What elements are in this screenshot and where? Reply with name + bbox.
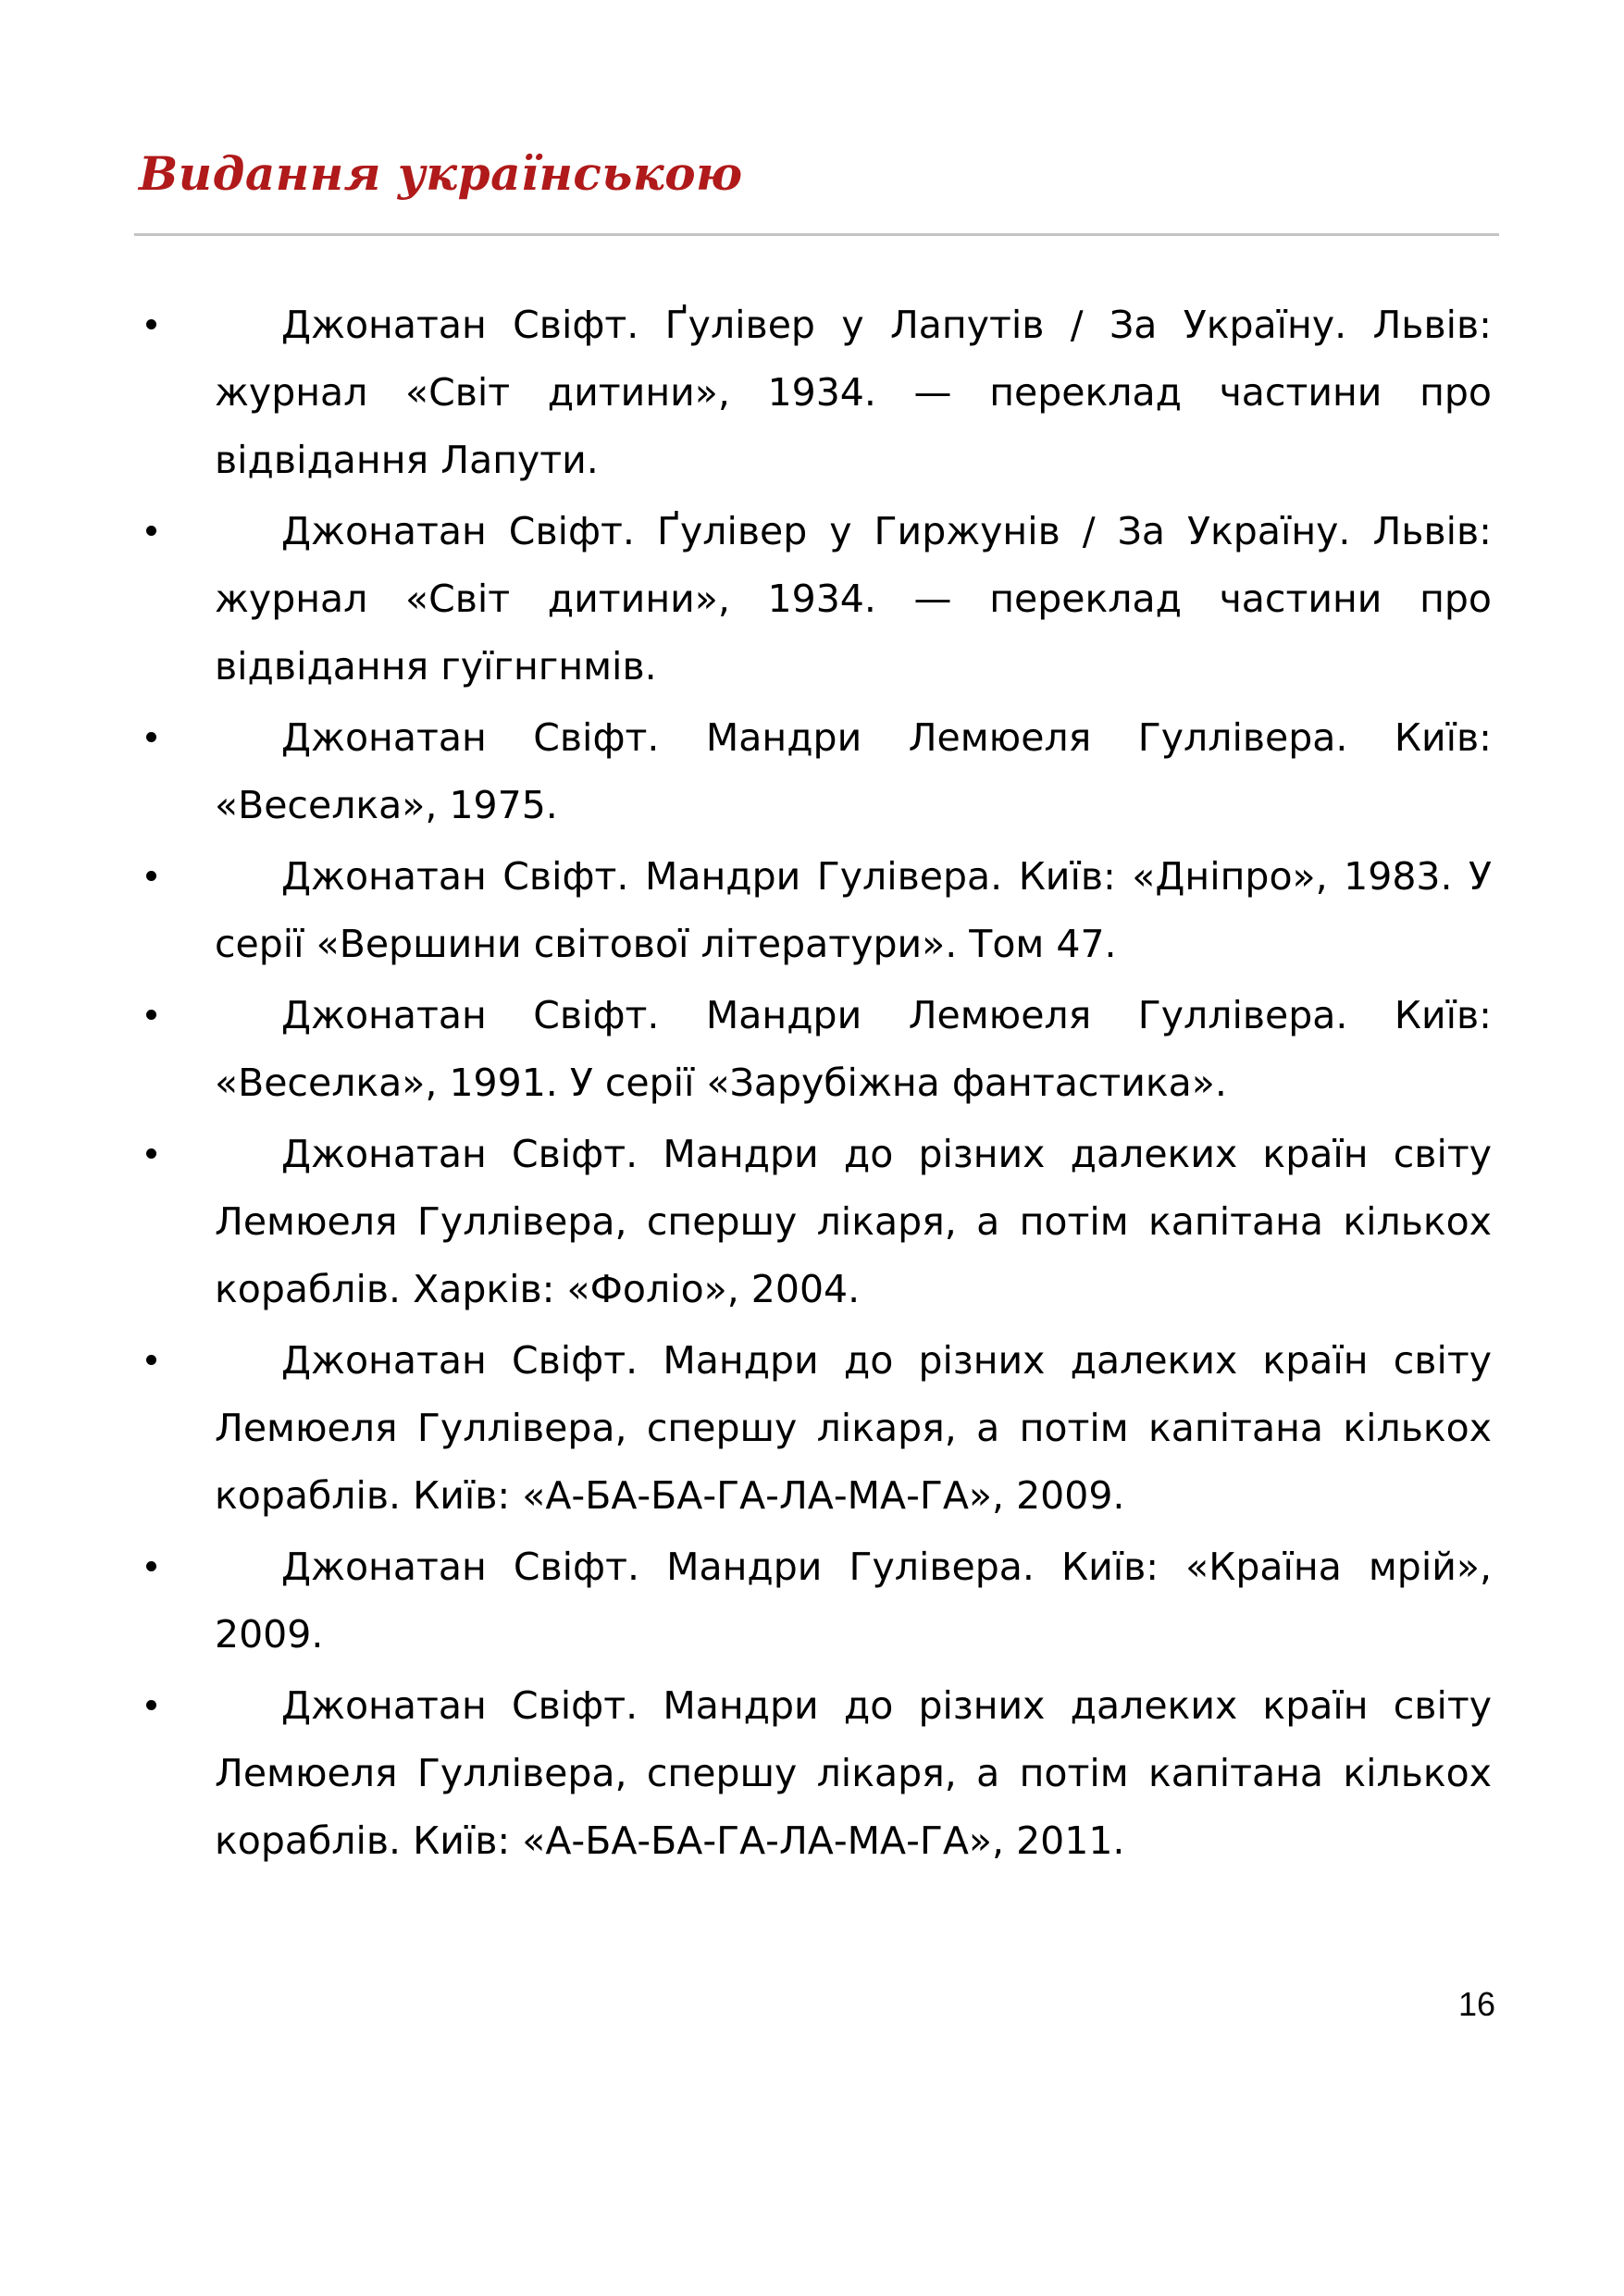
bullet-icon <box>146 1010 156 1020</box>
bullet-icon <box>146 1355 156 1365</box>
bullet-icon <box>146 871 156 881</box>
bullet-icon <box>146 1700 156 1710</box>
list-item-text: Джонатан Свіфт. Мандри Лемюеля Гуллівера. Київ: «Веселка», 1991. У серії «Зарубіжна фантастика». <box>215 993 1492 1105</box>
list-item <box>0 704 1624 839</box>
bullet-icon <box>146 732 156 742</box>
bullet-icon <box>146 319 156 329</box>
list-item <box>0 1327 1624 1530</box>
bibliography-list <box>0 292 1624 1879</box>
list-item-text: Джонатан Свіфт. Мандри Лемюеля Гуллівера. Київ: «Веселка», 1975. <box>215 715 1492 827</box>
list-item <box>0 1672 1624 1875</box>
list-item <box>0 292 1624 494</box>
list-item-text: Джонатан Свіфт. Ґулівер у Гиржунів / За Україну. Львів: журнал «Світ дитини», 1934. — переклад частини про відвідання гуїгнгнмів. <box>215 509 1492 689</box>
list-item <box>0 498 1624 701</box>
list-item <box>0 1533 1624 1669</box>
list-item <box>0 843 1624 978</box>
list-item-text: Джонатан Свіфт. Мандри до різних далеких країн світу Лемюеля Гуллівера, спершу лікаря, а потім капітана кількох кораблів. Київ: «А-БА-БА-ГА-ЛА-МА-ГА», 2009. <box>215 1338 1492 1518</box>
list-item-text: Джонатан Свіфт. Мандри Гулівера. Київ: «Дніпро», 1983. У серії «Вершини світової літератури». Том 47. <box>215 854 1492 966</box>
list-item-text: Джонатан Свіфт. Ґулівер у Лапутів / За Україну. Львів: журнал «Світ дитини», 1934. — переклад частини про відвідання Лапути. <box>215 303 1492 482</box>
list-item-text: Джонатан Свіфт. Мандри Гулівера. Київ: «Країна мрій», 2009. <box>215 1545 1492 1657</box>
list-item-text: Джонатан Свіфт. Мандри до різних далеких країн світу Лемюеля Гуллівера, спершу лікаря, а потім капітана кількох кораблів. Харків: «Фоліо», 2004. <box>215 1132 1492 1311</box>
bullet-icon <box>146 1148 156 1159</box>
bullet-icon <box>146 526 156 536</box>
page-title: Видання українською <box>139 146 743 201</box>
list-item-text: Джонатан Свіфт. Мандри до різних далеких країн світу Лемюеля Гуллівера, спершу лікаря, а потім капітана кількох кораблів. Київ: «А-БА-БА-ГА-ЛА-МА-ГА», 2011. <box>215 1683 1492 1863</box>
bullet-icon <box>146 1561 156 1571</box>
page-number: 16 <box>1457 1985 1495 2023</box>
list-item <box>0 982 1624 1117</box>
list-item <box>0 1121 1624 1323</box>
title-divider <box>134 233 1499 236</box>
